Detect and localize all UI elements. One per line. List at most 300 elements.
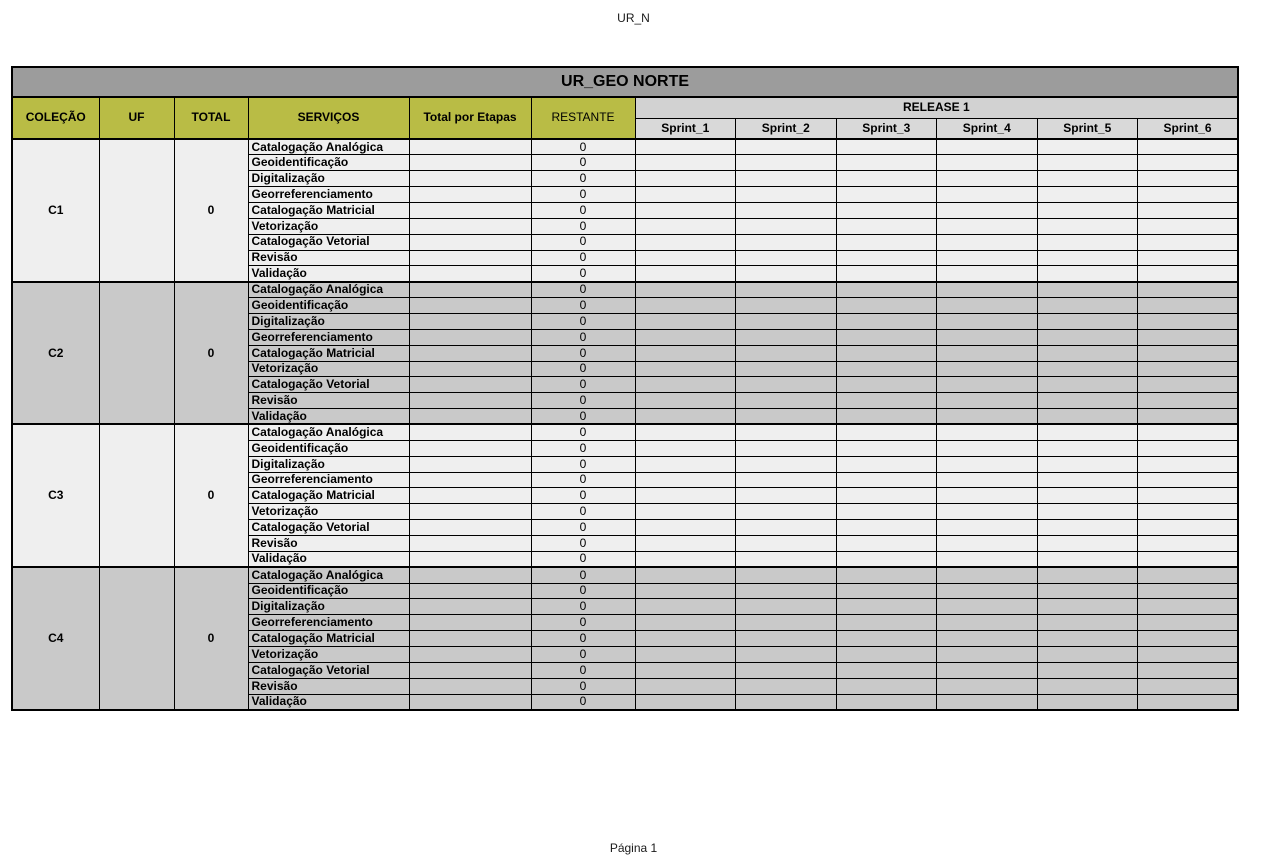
service-cell: Digitalização bbox=[248, 313, 409, 329]
total-cell: 0 bbox=[174, 424, 248, 567]
etapas-cell bbox=[409, 409, 531, 425]
sprint-cell-2 bbox=[736, 313, 837, 329]
service-cell: Catalogação Matricial bbox=[248, 488, 409, 504]
table-title: UR_GEO NORTE bbox=[12, 67, 1238, 97]
sprint-cell-6 bbox=[1138, 662, 1239, 678]
sprint-cell-4 bbox=[937, 424, 1038, 440]
sprint-cell-5 bbox=[1037, 218, 1138, 234]
service-cell: Catalogação Analógica bbox=[248, 424, 409, 440]
sprint-cell-6 bbox=[1138, 678, 1239, 694]
sprint-cell-6 bbox=[1138, 440, 1239, 456]
sprint-cell-4 bbox=[937, 535, 1038, 551]
sprint-cell-5 bbox=[1037, 409, 1138, 425]
restante-cell: 0 bbox=[531, 298, 635, 314]
sprint-cell-5 bbox=[1037, 456, 1138, 472]
service-cell: Geoidentificação bbox=[248, 155, 409, 171]
sprint-cell-2 bbox=[736, 488, 837, 504]
sprint-cell-3 bbox=[836, 361, 937, 377]
col-header-sprint-5: Sprint_5 bbox=[1037, 118, 1138, 139]
sprint-cell-4 bbox=[937, 662, 1038, 678]
service-cell: Catalogação Vetorial bbox=[248, 234, 409, 250]
sprint-cell-1 bbox=[635, 440, 736, 456]
sprint-cell-4 bbox=[937, 631, 1038, 647]
sprint-cell-2 bbox=[736, 520, 837, 536]
sprint-cell-1 bbox=[635, 266, 736, 282]
sprint-cell-1 bbox=[635, 678, 736, 694]
sprint-cell-6 bbox=[1138, 329, 1239, 345]
sprint-cell-1 bbox=[635, 155, 736, 171]
sprint-cell-4 bbox=[937, 234, 1038, 250]
col-header-sprint-4: Sprint_4 bbox=[937, 118, 1038, 139]
sprint-cell-3 bbox=[836, 615, 937, 631]
sprint-cell-6 bbox=[1138, 599, 1239, 615]
sprint-cell-1 bbox=[635, 694, 736, 710]
sprint-cell-1 bbox=[635, 298, 736, 314]
service-cell: Vetorização bbox=[248, 218, 409, 234]
etapas-cell bbox=[409, 504, 531, 520]
sprint-cell-1 bbox=[635, 488, 736, 504]
etapas-cell bbox=[409, 520, 531, 536]
col-header-sprint-6: Sprint_6 bbox=[1138, 118, 1239, 139]
etapas-cell bbox=[409, 202, 531, 218]
sprint-cell-6 bbox=[1138, 409, 1239, 425]
col-header-servicos: SERVIÇOS bbox=[248, 97, 409, 139]
service-cell: Georreferenciamento bbox=[248, 615, 409, 631]
sprint-cell-1 bbox=[635, 504, 736, 520]
col-header-restante: RESTANTE bbox=[531, 97, 635, 139]
sprint-cell-2 bbox=[736, 218, 837, 234]
sprint-cell-5 bbox=[1037, 551, 1138, 567]
sprint-cell-3 bbox=[836, 139, 937, 155]
sprint-cell-2 bbox=[736, 615, 837, 631]
sprint-cell-5 bbox=[1037, 377, 1138, 393]
sprint-cell-3 bbox=[836, 647, 937, 663]
sprint-cell-4 bbox=[937, 139, 1038, 155]
sprint-cell-1 bbox=[635, 139, 736, 155]
restante-cell: 0 bbox=[531, 488, 635, 504]
service-cell: Vetorização bbox=[248, 361, 409, 377]
sprint-cell-6 bbox=[1138, 234, 1239, 250]
restante-cell: 0 bbox=[531, 647, 635, 663]
sprint-cell-1 bbox=[635, 456, 736, 472]
restante-cell: 0 bbox=[531, 567, 635, 583]
sprint-cell-5 bbox=[1037, 250, 1138, 266]
sprint-cell-3 bbox=[836, 329, 937, 345]
sprint-cell-6 bbox=[1138, 535, 1239, 551]
sprint-cell-1 bbox=[635, 551, 736, 567]
sprint-cell-1 bbox=[635, 424, 736, 440]
sprint-cell-3 bbox=[836, 631, 937, 647]
restante-cell: 0 bbox=[531, 218, 635, 234]
sprint-cell-1 bbox=[635, 218, 736, 234]
sprint-cell-3 bbox=[836, 535, 937, 551]
sprint-cell-6 bbox=[1138, 631, 1239, 647]
sprint-cell-5 bbox=[1037, 393, 1138, 409]
etapas-cell bbox=[409, 662, 531, 678]
sprint-cell-6 bbox=[1138, 583, 1239, 599]
sprint-cell-4 bbox=[937, 615, 1038, 631]
service-cell: Digitalização bbox=[248, 171, 409, 187]
sprint-cell-5 bbox=[1037, 678, 1138, 694]
restante-cell: 0 bbox=[531, 393, 635, 409]
uf-cell bbox=[99, 424, 174, 567]
sprint-cell-2 bbox=[736, 535, 837, 551]
sprint-cell-6 bbox=[1138, 615, 1239, 631]
service-cell: Catalogação Vetorial bbox=[248, 520, 409, 536]
service-cell: Catalogação Analógica bbox=[248, 567, 409, 583]
etapas-cell bbox=[409, 377, 531, 393]
sprint-cell-2 bbox=[736, 155, 837, 171]
sprint-cell-1 bbox=[635, 662, 736, 678]
sprint-cell-2 bbox=[736, 424, 837, 440]
sprint-cell-5 bbox=[1037, 662, 1138, 678]
sprint-cell-5 bbox=[1037, 488, 1138, 504]
sprint-cell-6 bbox=[1138, 504, 1239, 520]
sprint-cell-4 bbox=[937, 678, 1038, 694]
sprint-cell-5 bbox=[1037, 187, 1138, 203]
group-label-cell: C2 bbox=[12, 282, 99, 425]
restante-cell: 0 bbox=[531, 424, 635, 440]
sprint-cell-3 bbox=[836, 551, 937, 567]
sprint-cell-4 bbox=[937, 187, 1038, 203]
sprint-cell-6 bbox=[1138, 424, 1239, 440]
etapas-cell bbox=[409, 266, 531, 282]
sprint-cell-1 bbox=[635, 282, 736, 298]
sprint-cell-5 bbox=[1037, 313, 1138, 329]
sprint-cell-1 bbox=[635, 202, 736, 218]
sprint-cell-5 bbox=[1037, 424, 1138, 440]
restante-cell: 0 bbox=[531, 409, 635, 425]
sprint-cell-5 bbox=[1037, 234, 1138, 250]
sprint-cell-2 bbox=[736, 361, 837, 377]
sprint-cell-2 bbox=[736, 647, 837, 663]
sprint-cell-6 bbox=[1138, 298, 1239, 314]
sprint-cell-3 bbox=[836, 662, 937, 678]
etapas-cell bbox=[409, 298, 531, 314]
sprint-cell-5 bbox=[1037, 535, 1138, 551]
sprint-cell-3 bbox=[836, 377, 937, 393]
sprint-cell-3 bbox=[836, 171, 937, 187]
total-cell: 0 bbox=[174, 567, 248, 710]
uf-cell bbox=[99, 282, 174, 425]
sprint-cell-6 bbox=[1138, 139, 1239, 155]
sprint-cell-4 bbox=[937, 202, 1038, 218]
sprint-cell-4 bbox=[937, 520, 1038, 536]
uf-cell bbox=[99, 567, 174, 710]
sheet-header-caption: UR_N bbox=[617, 11, 650, 25]
sprint-cell-1 bbox=[635, 361, 736, 377]
service-cell: Catalogação Analógica bbox=[248, 139, 409, 155]
sprint-cell-1 bbox=[635, 567, 736, 583]
service-cell: Catalogação Matricial bbox=[248, 345, 409, 361]
sprint-cell-5 bbox=[1037, 631, 1138, 647]
sprint-cell-2 bbox=[736, 202, 837, 218]
sprint-cell-6 bbox=[1138, 218, 1239, 234]
sprint-cell-2 bbox=[736, 139, 837, 155]
etapas-cell bbox=[409, 567, 531, 583]
etapas-cell bbox=[409, 424, 531, 440]
service-cell: Georreferenciamento bbox=[248, 329, 409, 345]
sprint-cell-5 bbox=[1037, 472, 1138, 488]
etapas-cell bbox=[409, 171, 531, 187]
sprint-cell-3 bbox=[836, 313, 937, 329]
restante-cell: 0 bbox=[531, 171, 635, 187]
sprint-cell-3 bbox=[836, 424, 937, 440]
sprint-cell-1 bbox=[635, 615, 736, 631]
sprint-cell-6 bbox=[1138, 694, 1239, 710]
sprint-cell-2 bbox=[736, 171, 837, 187]
restante-cell: 0 bbox=[531, 504, 635, 520]
sprint-cell-6 bbox=[1138, 520, 1239, 536]
sprint-cell-2 bbox=[736, 440, 837, 456]
service-cell: Georreferenciamento bbox=[248, 472, 409, 488]
service-cell: Validação bbox=[248, 266, 409, 282]
sprint-cell-4 bbox=[937, 456, 1038, 472]
restante-cell: 0 bbox=[531, 631, 635, 647]
sprint-cell-1 bbox=[635, 535, 736, 551]
sprint-cell-3 bbox=[836, 345, 937, 361]
etapas-cell bbox=[409, 282, 531, 298]
etapas-cell bbox=[409, 583, 531, 599]
etapas-cell bbox=[409, 472, 531, 488]
restante-cell: 0 bbox=[531, 662, 635, 678]
sprint-cell-3 bbox=[836, 250, 937, 266]
service-cell: Validação bbox=[248, 694, 409, 710]
col-header-total-por-etapas: Total por Etapas bbox=[409, 97, 531, 139]
etapas-cell bbox=[409, 313, 531, 329]
sprint-cell-4 bbox=[937, 250, 1038, 266]
sprint-cell-4 bbox=[937, 551, 1038, 567]
col-header-sprint-2: Sprint_2 bbox=[736, 118, 837, 139]
sprint-cell-3 bbox=[836, 234, 937, 250]
sprint-cell-6 bbox=[1138, 202, 1239, 218]
page-number-caption: Página 1 bbox=[609, 841, 658, 855]
sprint-cell-3 bbox=[836, 567, 937, 583]
sprint-cell-1 bbox=[635, 329, 736, 345]
sprint-cell-4 bbox=[937, 313, 1038, 329]
sprint-cell-4 bbox=[937, 583, 1038, 599]
sprint-cell-5 bbox=[1037, 504, 1138, 520]
service-cell: Catalogação Vetorial bbox=[248, 662, 409, 678]
sprint-cell-3 bbox=[836, 440, 937, 456]
sprint-cell-1 bbox=[635, 409, 736, 425]
service-cell: Validação bbox=[248, 409, 409, 425]
restante-cell: 0 bbox=[531, 282, 635, 298]
service-cell: Catalogação Vetorial bbox=[248, 377, 409, 393]
sprint-cell-1 bbox=[635, 345, 736, 361]
sprint-cell-2 bbox=[736, 583, 837, 599]
sprint-cell-6 bbox=[1138, 313, 1239, 329]
sprint-cell-4 bbox=[937, 567, 1038, 583]
restante-cell: 0 bbox=[531, 440, 635, 456]
sprint-cell-6 bbox=[1138, 345, 1239, 361]
sprint-cell-5 bbox=[1037, 298, 1138, 314]
sprint-cell-4 bbox=[937, 393, 1038, 409]
sprint-cell-2 bbox=[736, 551, 837, 567]
sprint-cell-2 bbox=[736, 456, 837, 472]
sprint-cell-3 bbox=[836, 266, 937, 282]
etapas-cell bbox=[409, 139, 531, 155]
sprint-cell-2 bbox=[736, 298, 837, 314]
sprint-cell-1 bbox=[635, 377, 736, 393]
service-cell: Digitalização bbox=[248, 456, 409, 472]
sprint-cell-5 bbox=[1037, 440, 1138, 456]
sprint-cell-3 bbox=[836, 187, 937, 203]
service-cell: Digitalização bbox=[248, 599, 409, 615]
sprint-cell-6 bbox=[1138, 266, 1239, 282]
total-cell: 0 bbox=[174, 139, 248, 282]
sprint-cell-5 bbox=[1037, 583, 1138, 599]
sprint-cell-4 bbox=[937, 298, 1038, 314]
sprint-cell-4 bbox=[937, 504, 1038, 520]
etapas-cell bbox=[409, 250, 531, 266]
sprint-cell-5 bbox=[1037, 345, 1138, 361]
sprint-cell-6 bbox=[1138, 155, 1239, 171]
service-cell: Vetorização bbox=[248, 504, 409, 520]
service-row bbox=[12, 139, 1238, 155]
sprint-cell-3 bbox=[836, 218, 937, 234]
sprint-cell-5 bbox=[1037, 139, 1138, 155]
service-cell: Geoidentificação bbox=[248, 440, 409, 456]
etapas-cell bbox=[409, 551, 531, 567]
sprint-cell-3 bbox=[836, 488, 937, 504]
sprint-cell-4 bbox=[937, 488, 1038, 504]
sprint-cell-4 bbox=[937, 171, 1038, 187]
sprint-cell-6 bbox=[1138, 171, 1239, 187]
sprint-cell-1 bbox=[635, 599, 736, 615]
group-label-cell: C1 bbox=[12, 139, 99, 282]
service-cell: Geoidentificação bbox=[248, 298, 409, 314]
table-title-row bbox=[12, 67, 1238, 97]
service-cell: Catalogação Matricial bbox=[248, 631, 409, 647]
sprint-cell-3 bbox=[836, 202, 937, 218]
col-header-uf: UF bbox=[99, 97, 174, 139]
sprint-cell-1 bbox=[635, 520, 736, 536]
restante-cell: 0 bbox=[531, 139, 635, 155]
col-header-sprint-1: Sprint_1 bbox=[635, 118, 736, 139]
col-header-colecao: COLEÇÃO bbox=[12, 97, 99, 139]
sprint-cell-1 bbox=[635, 313, 736, 329]
service-cell: Revisão bbox=[248, 393, 409, 409]
sprint-cell-2 bbox=[736, 329, 837, 345]
sprint-cell-3 bbox=[836, 456, 937, 472]
sprint-cell-3 bbox=[836, 694, 937, 710]
uf-cell bbox=[99, 139, 174, 282]
restante-cell: 0 bbox=[531, 599, 635, 615]
sprint-cell-6 bbox=[1138, 282, 1239, 298]
sprint-cell-6 bbox=[1138, 647, 1239, 663]
sprint-cell-3 bbox=[836, 393, 937, 409]
sprint-cell-6 bbox=[1138, 567, 1239, 583]
restante-cell: 0 bbox=[531, 155, 635, 171]
sprint-cell-4 bbox=[937, 345, 1038, 361]
sprint-cell-5 bbox=[1037, 171, 1138, 187]
restante-cell: 0 bbox=[531, 329, 635, 345]
sprint-cell-3 bbox=[836, 282, 937, 298]
service-row bbox=[12, 424, 1238, 440]
sprint-cell-2 bbox=[736, 266, 837, 282]
planning-table bbox=[11, 66, 1239, 711]
restante-cell: 0 bbox=[531, 361, 635, 377]
sprint-cell-6 bbox=[1138, 250, 1239, 266]
sprint-cell-4 bbox=[937, 472, 1038, 488]
sprint-cell-2 bbox=[736, 187, 837, 203]
sprint-cell-2 bbox=[736, 377, 837, 393]
sprint-cell-5 bbox=[1037, 361, 1138, 377]
sprint-cell-3 bbox=[836, 409, 937, 425]
sprint-cell-2 bbox=[736, 631, 837, 647]
etapas-cell bbox=[409, 393, 531, 409]
etapas-cell bbox=[409, 599, 531, 615]
etapas-cell bbox=[409, 329, 531, 345]
sprint-cell-5 bbox=[1037, 155, 1138, 171]
sprint-cell-6 bbox=[1138, 393, 1239, 409]
sprint-cell-4 bbox=[937, 409, 1038, 425]
sprint-cell-5 bbox=[1037, 202, 1138, 218]
sprint-cell-4 bbox=[937, 282, 1038, 298]
sprint-cell-2 bbox=[736, 694, 837, 710]
service-cell: Vetorização bbox=[248, 647, 409, 663]
restante-cell: 0 bbox=[531, 187, 635, 203]
service-row bbox=[12, 567, 1238, 583]
sprint-cell-5 bbox=[1037, 329, 1138, 345]
sprint-cell-2 bbox=[736, 678, 837, 694]
sprint-cell-2 bbox=[736, 662, 837, 678]
etapas-cell bbox=[409, 488, 531, 504]
sprint-cell-4 bbox=[937, 329, 1038, 345]
sprint-cell-1 bbox=[635, 250, 736, 266]
sprint-cell-4 bbox=[937, 440, 1038, 456]
sprint-cell-2 bbox=[736, 282, 837, 298]
sprint-cell-3 bbox=[836, 678, 937, 694]
sprint-cell-3 bbox=[836, 298, 937, 314]
restante-cell: 0 bbox=[531, 551, 635, 567]
sprint-cell-2 bbox=[736, 345, 837, 361]
sprint-cell-6 bbox=[1138, 377, 1239, 393]
etapas-cell bbox=[409, 155, 531, 171]
service-cell: Revisão bbox=[248, 250, 409, 266]
sprint-cell-5 bbox=[1037, 567, 1138, 583]
service-cell: Catalogação Matricial bbox=[248, 202, 409, 218]
sprint-cell-1 bbox=[635, 187, 736, 203]
etapas-cell bbox=[409, 647, 531, 663]
restante-cell: 0 bbox=[531, 615, 635, 631]
sprint-cell-5 bbox=[1037, 266, 1138, 282]
sprint-cell-4 bbox=[937, 694, 1038, 710]
restante-cell: 0 bbox=[531, 678, 635, 694]
sprint-cell-4 bbox=[937, 218, 1038, 234]
sprint-cell-3 bbox=[836, 583, 937, 599]
sprint-cell-5 bbox=[1037, 615, 1138, 631]
sprint-cell-2 bbox=[736, 409, 837, 425]
restante-cell: 0 bbox=[531, 520, 635, 536]
service-cell: Validação bbox=[248, 551, 409, 567]
service-cell: Geoidentificação bbox=[248, 583, 409, 599]
etapas-cell bbox=[409, 694, 531, 710]
sprint-cell-2 bbox=[736, 234, 837, 250]
sprint-cell-6 bbox=[1138, 472, 1239, 488]
sprint-cell-6 bbox=[1138, 488, 1239, 504]
sprint-cell-3 bbox=[836, 155, 937, 171]
restante-cell: 0 bbox=[531, 472, 635, 488]
col-header-total: TOTAL bbox=[174, 97, 248, 139]
sprint-cell-2 bbox=[736, 472, 837, 488]
etapas-cell bbox=[409, 678, 531, 694]
etapas-cell bbox=[409, 615, 531, 631]
sprint-cell-1 bbox=[635, 583, 736, 599]
sprint-cell-3 bbox=[836, 599, 937, 615]
service-row bbox=[12, 282, 1238, 298]
